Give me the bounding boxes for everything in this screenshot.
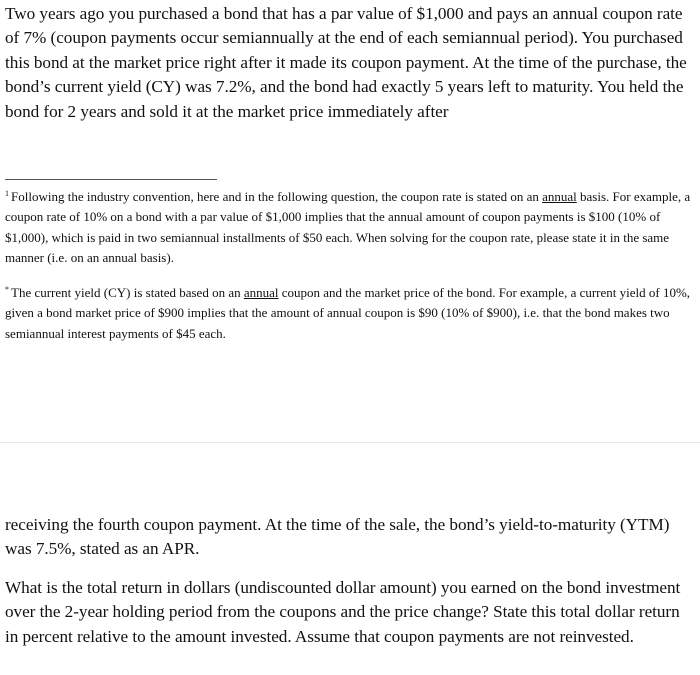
footnote-1-text-after: basis. For example, a coupon rate of 10% on a bond with a par value of $1,000 implies that the annual amount of coupon payments is $100 (10% of $1,000), which is paid in two semiannual installments of $50 each. When solving for the coupon rate, please state it in the same manner (i.e. on an annual basis). <box>5 189 691 265</box>
question-paragraph-2: receiving the fourth coupon payment. At the time of the sale, the bond’s yield-to-maturity (YTM) was 7.5%, stated as an APR. <box>5 515 670 559</box>
footnote-1-text-before: Following the industry convention, here and in the following question, the coupon rate is stated on an <box>11 189 543 204</box>
footnote-1 <box>5 187 698 268</box>
footnote-1-marker: 1 <box>5 188 9 198</box>
page-divider <box>0 442 700 443</box>
question-paragraph-1: Two years ago you purchased a bond that has a par value of $1,000 and pays an annual coupon rate of 7% (coupon payments occur semiannually at the end of each semiannual period). You purchased this bond at the market price right after it made its coupon payment. At the time of the purchase, the bond’s current yield (CY) was 7.2%, and the bond had exactly 5 years left to maturity. You held the bond for 2 years and sold it at the market price immediately after <box>5 4 687 121</box>
footnote-2-underlined: annual <box>243 285 279 300</box>
footnote-separator <box>5 179 217 180</box>
question-paragraph-3: What is the total return in dollars (undiscounted dollar amount) you earned on the bond investment over the 2-year holding period from the coupons and the price change? State this total dollar return in percent relative to the amount invested. Assume that coupon payments are not reinvested. <box>5 578 681 646</box>
footnote-2 <box>5 283 698 344</box>
footnote-1-underlined: annual <box>542 189 577 204</box>
footnote-2-text-before: The current yield (CY) is stated based on an <box>11 285 244 300</box>
footnote-2-text-after: coupon and the market price of the bond. For example, a current yield of 10%, given a bond market price of $900 implies that the amount of annual coupon is $90 (10% of $900), i.e. that the bond makes two semiannual interest payments of $45 each. <box>5 285 691 341</box>
footnote-2-marker: * <box>5 284 9 294</box>
